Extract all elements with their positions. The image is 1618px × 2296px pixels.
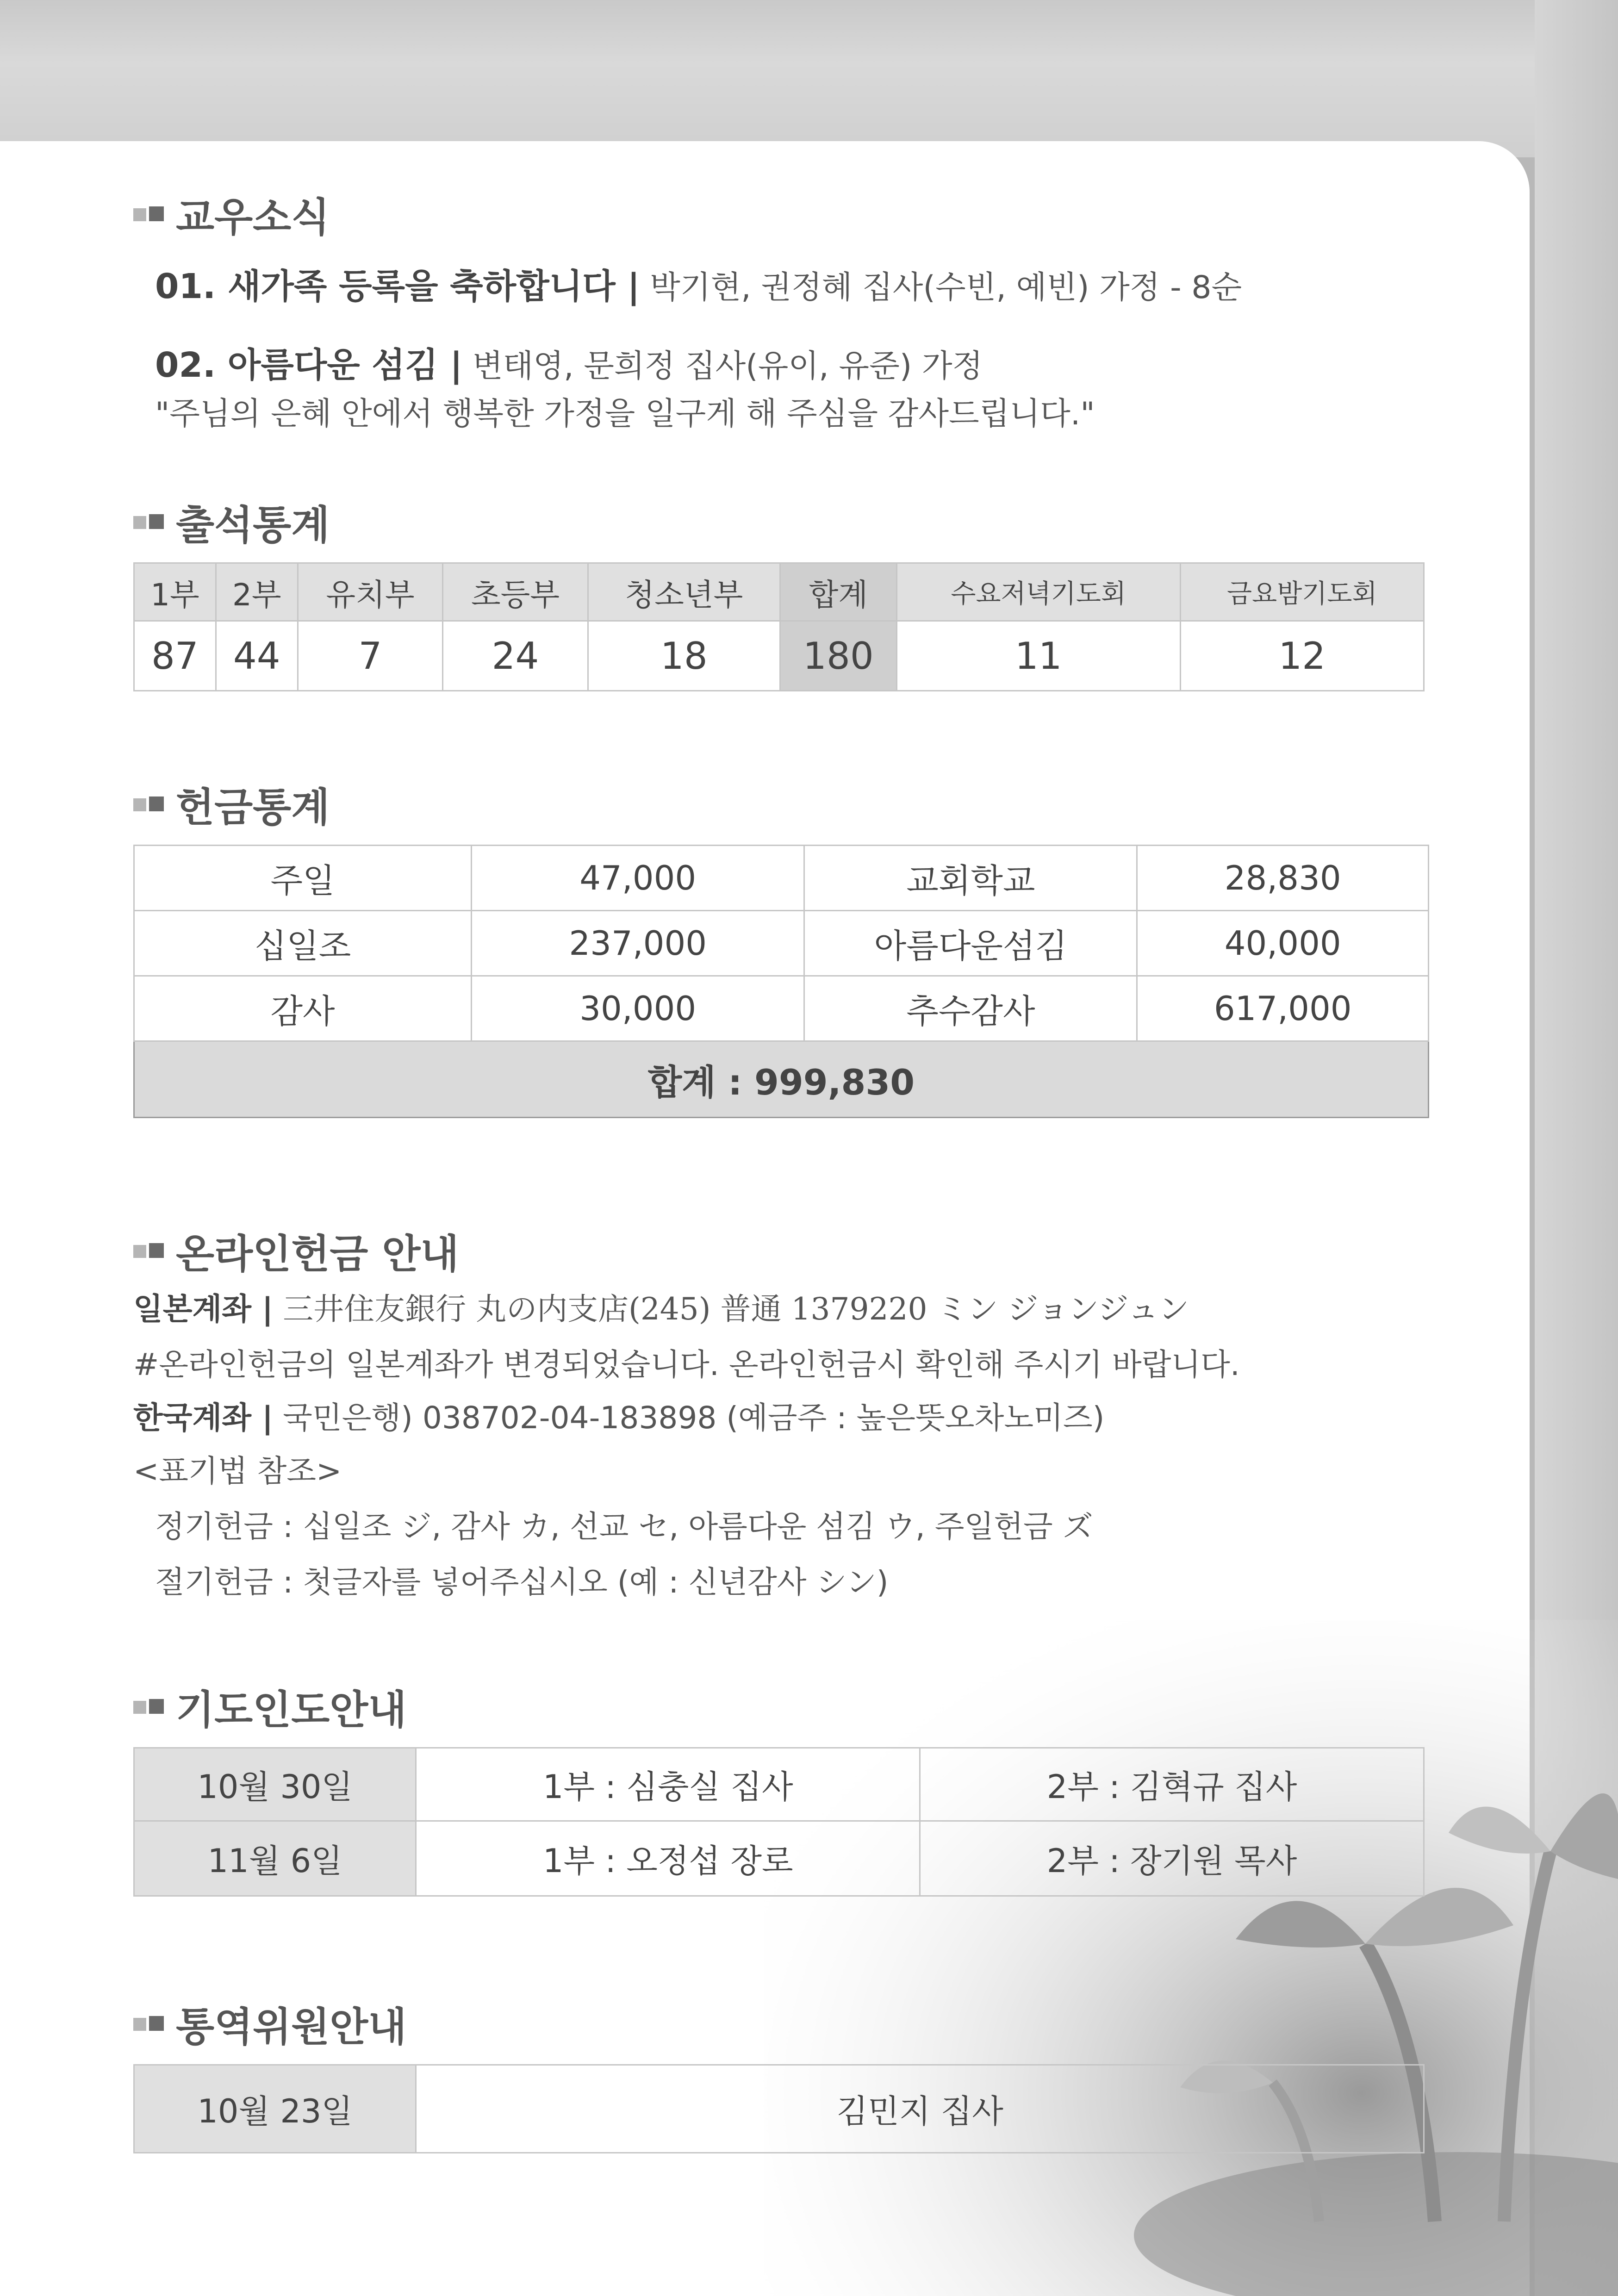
prayer-section-title bbox=[133, 1678, 406, 1735]
attendance-header: 1부 bbox=[134, 563, 216, 621]
offering-label: 추수감사 bbox=[804, 976, 1137, 1041]
offering-amount: 237,000 bbox=[472, 911, 804, 976]
prayer-first-service: 1부 : 심충실 집사 bbox=[416, 1748, 920, 1821]
offering-amount: 617,000 bbox=[1137, 976, 1429, 1041]
bullet-squares-icon bbox=[133, 1699, 164, 1714]
offering-row bbox=[134, 911, 1429, 976]
attendance-value: 24 bbox=[443, 621, 588, 691]
offering-amount: 30,000 bbox=[472, 976, 804, 1041]
japan-account-line bbox=[133, 1284, 1189, 1328]
bullet-squares-icon bbox=[133, 206, 164, 221]
attendance-section-title bbox=[133, 493, 330, 550]
prayer-title-text: 기도인도안내 bbox=[176, 1687, 407, 1733]
offering-label: 주일 bbox=[134, 846, 472, 911]
attendance-value: 11 bbox=[896, 621, 1180, 691]
online-section-title bbox=[133, 1222, 459, 1279]
offering-label: 아름다운섬김 bbox=[804, 911, 1137, 976]
offering-table bbox=[133, 845, 1429, 1118]
prayer-date: 10월 30일 bbox=[134, 1748, 416, 1821]
attendance-header-total: 합계 bbox=[780, 563, 896, 621]
offering-label: 십일조 bbox=[134, 911, 472, 976]
attendance-value: 7 bbox=[298, 621, 442, 691]
prayer-row bbox=[134, 1748, 1424, 1821]
regular-offering-notation: 정기헌금 : 십일조 ジ, 감사 カ, 선교 セ, 아름다운 섬김 ウ, 주일헌금 ズ bbox=[155, 1509, 1093, 1544]
interpreter-date: 10월 23일 bbox=[134, 2065, 416, 2153]
interpreter-table bbox=[133, 2064, 1425, 2153]
offering-label: 감사 bbox=[134, 976, 472, 1041]
prayer-second-service: 2부 : 장기원 목사 bbox=[920, 1821, 1424, 1896]
attendance-header: 금요밤기도회 bbox=[1180, 563, 1424, 621]
offering-row bbox=[134, 846, 1429, 911]
attendance-value-row bbox=[134, 621, 1424, 691]
special-offering-notation: 절기헌금 : 첫글자를 넣어주십시오 (예 : 신년감사 シン) bbox=[155, 1564, 889, 1600]
prayer-date: 11월 6일 bbox=[134, 1821, 416, 1896]
offering-title-text: 헌금통계 bbox=[176, 784, 330, 831]
offering-total: 합계 : 999,830 bbox=[134, 1041, 1429, 1118]
bullet-squares-icon bbox=[133, 796, 164, 811]
attendance-header: 청소년부 bbox=[588, 563, 780, 621]
interpreter-row bbox=[134, 2065, 1424, 2153]
online-title-text: 온라인헌금 안내 bbox=[176, 1231, 459, 1277]
attendance-value: 18 bbox=[588, 621, 780, 691]
attendance-header: 유치부 bbox=[298, 563, 442, 621]
prayer-first-service: 1부 : 오정섭 장로 bbox=[416, 1821, 920, 1896]
attendance-value: 44 bbox=[216, 621, 298, 691]
attendance-value-total: 180 bbox=[780, 621, 896, 691]
attendance-value: 12 bbox=[1180, 621, 1424, 691]
offering-amount: 47,000 bbox=[472, 846, 804, 911]
header-background bbox=[0, 0, 1618, 157]
offering-amount: 40,000 bbox=[1137, 911, 1429, 976]
japan-account-label: 일본계좌 | bbox=[133, 1291, 274, 1327]
offering-row bbox=[134, 976, 1429, 1041]
attendance-header: 수요저녁기도회 bbox=[896, 563, 1180, 621]
offering-total-row bbox=[134, 1041, 1429, 1118]
interp-section-title bbox=[133, 1995, 406, 2052]
korea-account-label: 한국계좌 | bbox=[133, 1400, 274, 1436]
offering-section-title bbox=[133, 775, 330, 833]
news-item-1-body: 박기현, 권정혜 집사(수빈, 예빈) 가정 - 8순 bbox=[640, 269, 1242, 306]
attendance-table bbox=[133, 562, 1425, 691]
attendance-header-row bbox=[134, 563, 1424, 621]
interp-title-text: 통역위원안내 bbox=[176, 2004, 407, 2050]
attendance-value: 87 bbox=[134, 621, 216, 691]
bullet-squares-icon bbox=[133, 1243, 164, 1258]
sprout-photo bbox=[764, 1620, 1618, 2296]
japan-account-value: 三井住友銀行 丸の内支店(245) 普通 1379220 ミン ジョンジュン bbox=[273, 1291, 1189, 1327]
notation-title: <표기법 참조> bbox=[133, 1453, 342, 1489]
news-item-2 bbox=[155, 338, 983, 387]
attendance-header: 2부 bbox=[216, 563, 298, 621]
offering-amount: 28,830 bbox=[1137, 846, 1429, 911]
prayer-second-service: 2부 : 김혁규 집사 bbox=[920, 1748, 1424, 1821]
news-item-1 bbox=[155, 259, 1242, 308]
news-item-1-head: 01. 새가족 등록을 축하합니다 | bbox=[155, 267, 640, 306]
attendance-header: 초등부 bbox=[443, 563, 588, 621]
news-title-text: 교우소식 bbox=[176, 194, 330, 241]
bullet-squares-icon bbox=[133, 514, 164, 529]
interpreter-name: 김민지 집사 bbox=[416, 2065, 1424, 2153]
offering-label: 교회학교 bbox=[804, 846, 1137, 911]
korea-account-value: 국민은행) 038702-04-183898 (예금주 : 높은뜻오차노미즈) bbox=[273, 1400, 1105, 1436]
attendance-title-text: 출석통계 bbox=[176, 502, 330, 548]
news-item-2-head: 02. 아름다운 섬김 | bbox=[155, 345, 463, 385]
bullet-squares-icon bbox=[133, 2016, 164, 2031]
online-notice: #온라인헌금의 일본계좌가 변경되었습니다. 온라인헌금시 확인해 주시기 바랍니다. bbox=[133, 1347, 1240, 1382]
prayer-row bbox=[134, 1821, 1424, 1896]
korea-account-line bbox=[133, 1393, 1104, 1437]
prayer-table bbox=[133, 1747, 1425, 1897]
news-section-title bbox=[133, 185, 330, 243]
news-item-2-quote: "주님의 은혜 안에서 행복한 가정을 일구게 해 주심을 감사드립니다." bbox=[155, 396, 1095, 432]
news-item-2-body: 변태영, 문희정 집사(유이, 유준) 가정 bbox=[462, 348, 983, 385]
